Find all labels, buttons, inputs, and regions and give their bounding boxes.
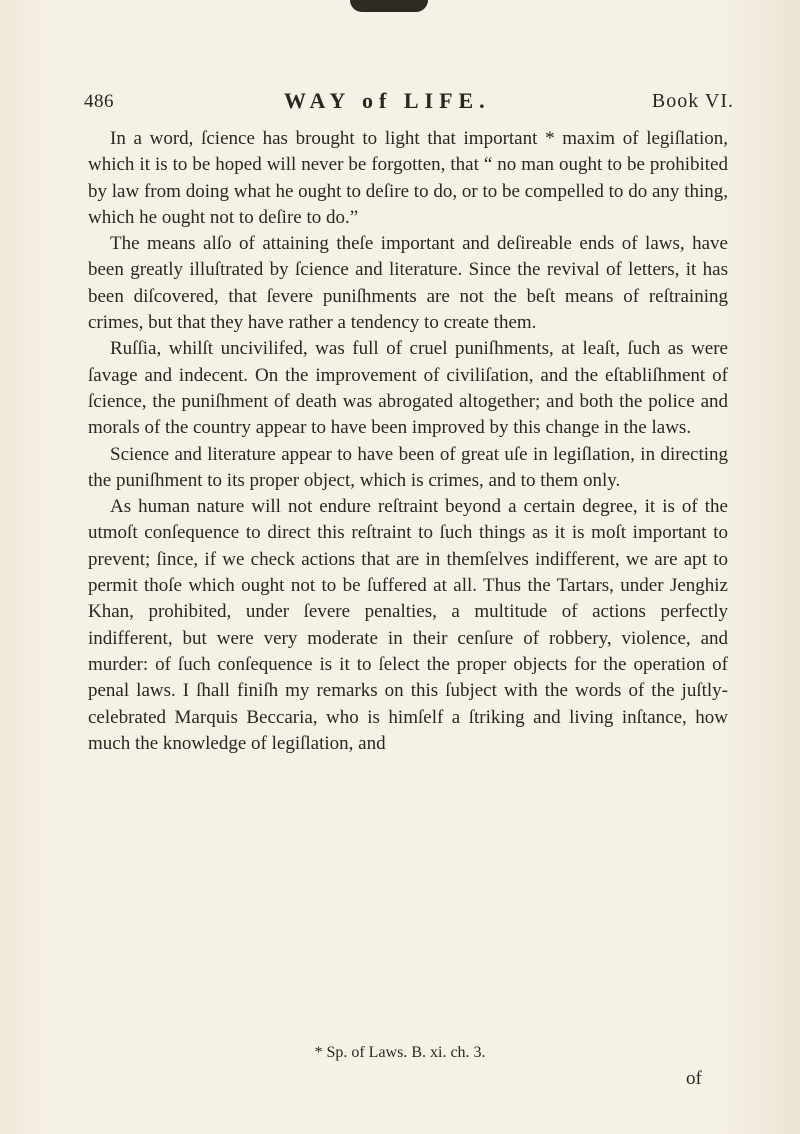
running-header [84, 88, 734, 118]
main-text [88, 126, 728, 757]
page-number: 486 [84, 91, 114, 112]
running-title: WAY of LIFE. [284, 88, 491, 113]
paragraph: The means alſo of attaining theſe important and deſireable ends of laws, have been greatly illuſtrated by ſcience and literature. Since the revival of letters, it has been diſcovered, that ſevere puniſhments are not the beſt means of reſtraining crimes, but that they have rather a tendency to create them. [88, 233, 728, 334]
paragraph: In a word, ſcience has brought to light that important * maxim of legiſlation, which it is to be hoped will never be forgotten, that “ no man ought to be prohibited by law from doing what he ought to deſire to do, or to be compelled to do any thing, which he ought not to deſire to do.” [88, 128, 728, 228]
footnote: * Sp. of Laws. B. xi. ch. 3. [314, 1044, 486, 1061]
book-label: Book VI. [651, 90, 734, 112]
paragraph: As human nature will not endure reſtraint beyond a certain degree, it is of the utmoſt conſequence to direct this reſtraint to ſuch things as it is moſt important to prevent; ſince, if we check actions that are in themſelves indifferent, we are apt to permit thoſe which ought not to be ſuffered at all. Thus the Tartars, under Jenghiz Khan, prohibited, under ſevere penalties, a multitude of actions perfectly indifferent, but were very moderate in their cenſure of robbery, violence, and murder: of ſuch conſequence is it to ſelect the proper objects for the operation of penal laws. I ſhall finiſh my remarks on this ſubject with the words of the juſtly-celebrated Marquis Beccaria, who is himſelf a ſtriking and living inſtance, how much the knowledge of legiſlation, and [88, 496, 728, 754]
binding-mark [350, 0, 428, 12]
paragraph: Ruſſia, whilſt uncivilifed, was full of cruel puniſhments, at leaſt, ſuch as were ſavage and indecent. On the improvement of civiliſation, and the eſtabliſhment of ſcience, the puniſhment of death was abrogated altogether; and both the police and morals of the country appear to have been improved by this change in the laws. [88, 338, 728, 439]
catchword: of [686, 1068, 702, 1089]
paragraph: Science and literature appear to have been of great uſe in legiſlation, in directing the puniſhment to its proper object, which is crimes, and to them only. [88, 443, 728, 491]
